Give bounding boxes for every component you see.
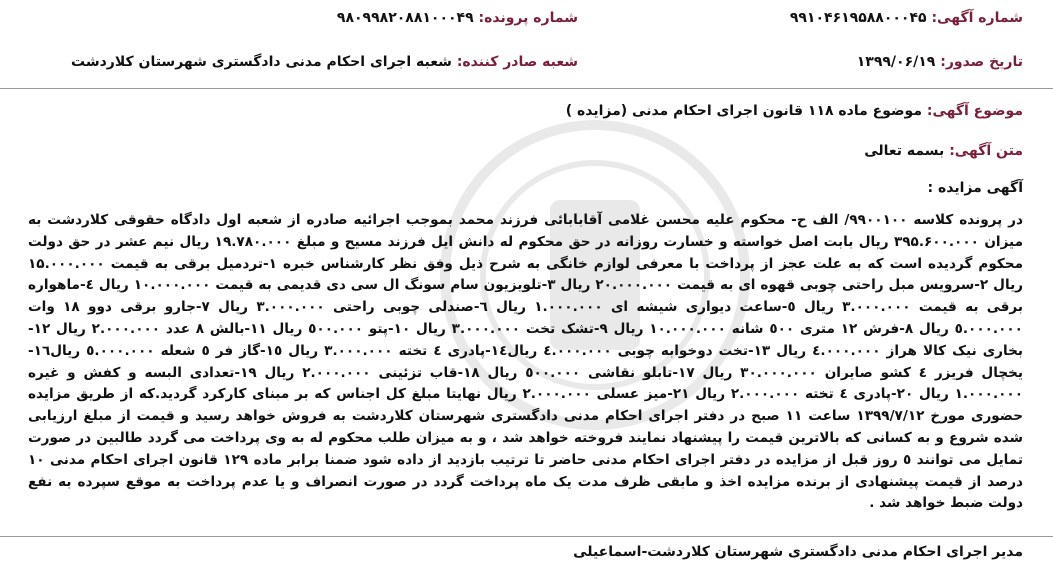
auction-body (28, 210, 1023, 515)
issue-date-value: ۱۳۹۹/۰۶/۱۹ (856, 54, 936, 70)
issuing-branch (71, 54, 578, 70)
issuing-branch-value: شعبه اجرای احکام مدنی دادگستری شهرستان کلاردشت (71, 54, 452, 70)
text-row (864, 143, 1023, 159)
case-number-label: شماره پرونده: (478, 10, 578, 26)
case-number (337, 10, 578, 26)
issue-date-label: تاریخ صدور: (940, 54, 1023, 70)
auction-title: آگهی مزایده : (927, 180, 1023, 196)
subject-label: موضوع آگهی: (926, 103, 1023, 119)
ad-number-label: شماره آگهی: (931, 10, 1023, 26)
signature: مدیر اجرای احکام مدنی دادگستری شهرستان کلاردشت-اسماعیلی (573, 544, 1023, 560)
ad-number-value: ۹۹۱۰۴۶۱۹۵۸۸۰۰۰۴۵ (789, 10, 927, 26)
text-value: بسمه تعالی (864, 143, 945, 159)
subject-value: موضوع ماده ۱۱۸ قانون اجرای احکام مدنی (مزایده ) (565, 103, 922, 119)
issue-date (857, 54, 1023, 70)
ad-number (790, 10, 1023, 26)
subject-row (566, 103, 1023, 119)
case-number-value: ۹۸۰۹۹۸۲۰۸۸۱۰۰۰۴۹ (336, 10, 474, 26)
issuing-branch-label: شعبه صادر کننده: (456, 54, 578, 70)
text-label: متن آگهی: (949, 143, 1023, 159)
footer-divider (0, 536, 1053, 537)
header-divider (0, 88, 1053, 89)
auction-body-text: در پرونده کلاسه ۹۹۰۰۱۰۰/ الف ح- محکوم علیه محسن غلامی آقابابائی فرزند محمد بموجب اجرائیه صادره از شعبه اول دادگاه حقوقی کلاردشت به میزان ۳۹۵.۶۰۰.۰۰۰ ریال بابت اصل خواسته و خسارت روزانه در حق محکوم له دانش ایل فرزند مسیح و مبلغ ۱۹.۷۸۰.۰۰۰ ریال نیم عشر در حق دولت محکوم گردیده است که به علت عجز از پرداخت با معرفی لوازم خانگی به شرح ذیل وفق نظر کارشناس خبره ۱-تردمیل برقی به قیمت ۱۵.۰۰۰.۰۰۰ ریال ۲-سرویس مبل راحتی چوبی قهوه ای به قیمت ۲۰.۰۰۰.۰۰۰ ریال ۳-تلویزیون سام سونگ ال سی دی قدیمی به قیمت ۱۰.۰۰۰.۰۰۰ ریال ٤-ماهواره برقی به قیمت ۳.۰۰۰.۰۰۰ ریال ٥-ساعت دیواری شیشه ای ۱.۰۰۰.۰۰۰ ریال ٦-صندلی چوبی راحتی ۳.۰۰۰.۰۰۰ ریال ۷-جارو برقی دوو ۱۸ وات ٥.۰۰۰.۰۰۰ ریال ۸-فرش ۱۲ متری ٥۰۰ شانه ۱۰.۰۰۰.۰۰۰ ریال ۹-تشک تخت ۳.۰۰۰.۰۰۰ ریال ۱۰-پتو ٥۰۰.۰۰۰ ریال ۱۱-بالش ۸ عدد ۲.۰۰۰.۰۰۰ ریال ۱۲-بخاری نیک کالا هراز ٤.۰۰۰.۰۰۰ ریال ۱۳-تخت دوخوابه چوبی ٤.۰۰۰.۰۰۰ ریال۱٤-پادری ٤ تخته ۳.۰۰۰.۰۰۰ ریال ۱٥-گاز فر ٥ شعله ٥.۰۰۰.۰۰۰ ریال۱٦-یخچال فریزر ٤ کشو صایران ۳۰.۰۰۰.۰۰۰ ریال ۱۷-تابلو نقاشی ٥۰۰.۰۰۰ ریال ۱۸-قاب تزئینی ۲.۰۰۰.۰۰۰ ریال ۱۹-تعدادی البسه و کفش و غیره ۱.۰۰۰.۰۰۰ ریال ۲۰-پادری ٤ تخته ۲.۰۰۰.۰۰۰ ریال ۲۱-میز عسلی ۲.۰۰۰.۰۰۰ ریال نهایتا مبلغ کل اجناس که بر مبنای کارکرد گردید.که از طریق مزایده حضوری مورخ ۱۳۹۹/۷/۱۲ ساعت ۱۱ صبح در دفتر اجرای احکام مدنی دادگستری شهرستان کلاردشت به فروش خواهد رسید و قیمت از مبلغ ارزیابی شده شروع و به کسانی که بالاترین قیمت را پیشنهاد نمایند فروخته خواهد شد ، و به میزان طلب محکوم له به وی پرداخت می گردد طالبین در صورت تمایل می توانند ٥ روز قبل از مزایده در دفتر اجرای احکام مدنی حاضر تا ترتیب بازدید از داده شود ضمنا برابر ماده ۱۲۹ قانون اجرای احکام مدنی ۱۰ درصد از قیمت پیشنهادی از برنده مزایده اخذ و مابقی ظرف مدت یک ماه پرداخت گردد در صورت انصراف و یا عدم پرداخت به موقع سپرده به نفع دولت ضبط خواهد شد . (28, 212, 1024, 512)
